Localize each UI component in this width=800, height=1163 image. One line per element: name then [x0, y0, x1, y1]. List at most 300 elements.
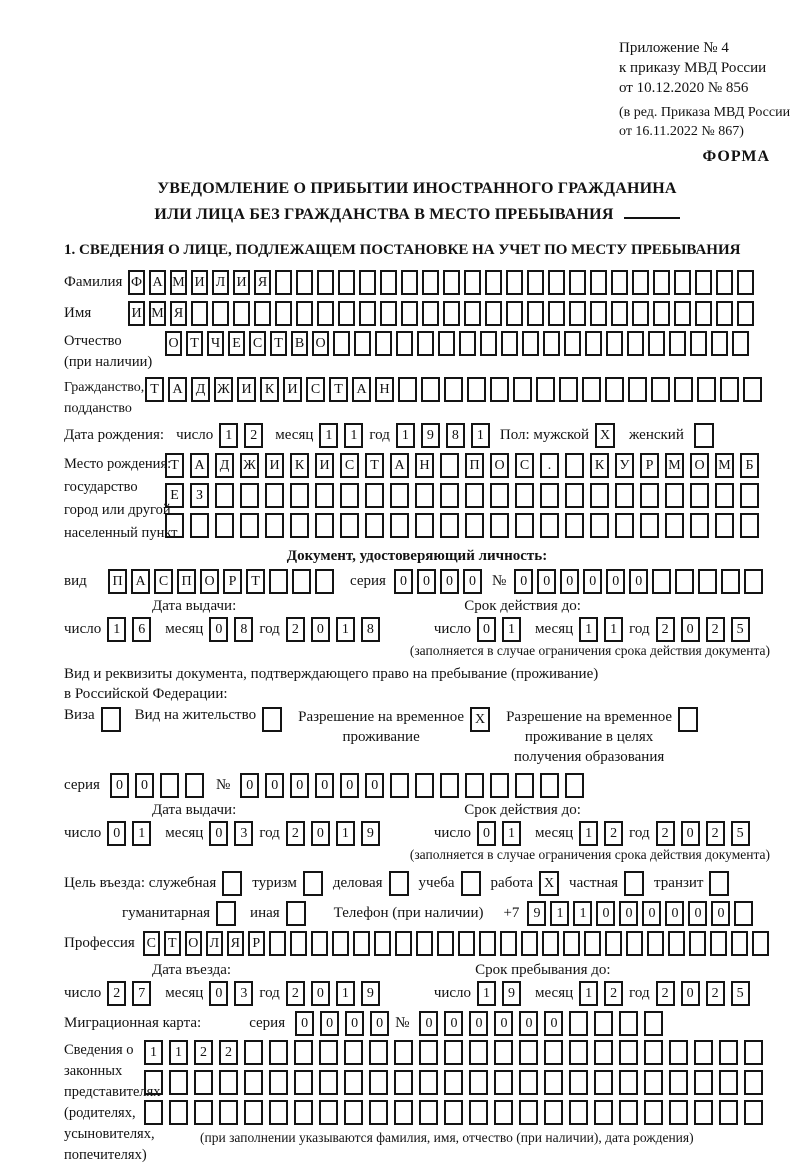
char-cell: Т: [164, 931, 181, 956]
char-cell: [459, 331, 476, 356]
char-cell: [365, 513, 384, 538]
char-cell: [444, 1100, 463, 1125]
char-cell: 1: [344, 423, 363, 448]
char-cell: Р: [640, 453, 659, 478]
char-cell: А: [131, 569, 150, 594]
char-cell: [697, 377, 716, 402]
char-cell: [233, 301, 250, 326]
phone-label: Телефон (при наличии): [333, 905, 484, 921]
char-cell: [644, 1070, 663, 1095]
char-cell: С: [515, 453, 534, 478]
char-cell: 0: [681, 981, 700, 1006]
char-cell: [674, 270, 691, 295]
birthdate-label: Дата рождения:: [64, 427, 165, 443]
purpose-business-checkbox: [389, 871, 409, 896]
char-cell: 8: [361, 617, 380, 642]
form-title-line2: ИЛИ ЛИЦА БЕЗ ГРАЖДАНСТВА В МЕСТО ПРЕБЫВАНИЯ: [154, 206, 614, 223]
char-cell: [380, 301, 397, 326]
char-cell: [695, 301, 712, 326]
char-cell: [500, 931, 517, 956]
char-cell: [485, 301, 502, 326]
char-cell: 0: [537, 569, 556, 594]
char-cell: [469, 1070, 488, 1095]
entry-date-label: Дата въезда:: [152, 962, 232, 978]
birthplace-label-line1: Место рождения:: [64, 456, 172, 472]
char-cell: 1: [169, 1040, 188, 1065]
char-cell: [144, 1100, 163, 1125]
char-cell: 0: [477, 617, 496, 642]
char-cell: 0: [209, 617, 228, 642]
residence-number-label: №: [215, 777, 231, 793]
doc-series-cells: [394, 569, 486, 594]
char-cell: [743, 377, 762, 402]
char-cell: 0: [110, 773, 129, 798]
month-label: месяц: [165, 985, 204, 1001]
birthdate-group: [176, 423, 496, 448]
temp-permit-label-line1: Разрешение на временное: [298, 709, 465, 725]
char-cell: 1: [219, 423, 238, 448]
char-cell: [490, 513, 509, 538]
char-cell: [522, 331, 539, 356]
char-cell: [419, 1040, 438, 1065]
char-cell: [619, 1070, 638, 1095]
char-cell: [359, 270, 376, 295]
char-cell: 0: [681, 617, 700, 642]
char-cell: [590, 270, 607, 295]
char-cell: [605, 377, 624, 402]
char-cell: И: [315, 453, 334, 478]
char-cell: 1: [144, 1040, 163, 1065]
char-cell: [674, 377, 693, 402]
representatives-label: [64, 1040, 161, 1163]
doc-issue-date-label: Дата выдачи:: [152, 598, 237, 614]
char-cell: [536, 377, 555, 402]
char-cell: 0: [440, 569, 459, 594]
char-cell: [490, 483, 509, 508]
char-cell: [690, 513, 709, 538]
stay-until-label: Срок пребывания до:: [475, 962, 611, 978]
char-cell: [565, 513, 584, 538]
char-cell: 5: [731, 821, 750, 846]
residence-issue-day-cells: [107, 821, 157, 846]
migration-card-row: [64, 1011, 770, 1036]
char-cell: О: [185, 931, 202, 956]
entry-year-cells: [286, 981, 386, 1006]
char-cell: [734, 901, 753, 926]
month-label: месяц: [165, 825, 204, 841]
char-cell: [212, 301, 229, 326]
char-cell: О: [490, 453, 509, 478]
visa-label: Виза: [64, 707, 95, 723]
char-cell: 2: [706, 821, 725, 846]
char-cell: Ф: [128, 270, 145, 295]
char-cell: [694, 1040, 713, 1065]
char-cell: М: [149, 301, 166, 326]
char-cell: [740, 513, 759, 538]
citizenship-label-line2: подданство: [64, 401, 132, 416]
char-cell: 2: [604, 981, 623, 1006]
forma-label: ФОРМА: [702, 148, 770, 165]
purpose-private-label: частная: [569, 875, 619, 891]
char-cell: [315, 483, 334, 508]
residence-issue-date-group: [64, 821, 386, 846]
month-label: месяц: [535, 825, 574, 841]
char-cell: [668, 931, 685, 956]
char-cell: [569, 1040, 588, 1065]
doc-issue-day-cells: [107, 617, 157, 642]
char-cell: [465, 773, 484, 798]
char-cell: 0: [320, 1011, 339, 1036]
char-cell: [721, 569, 740, 594]
char-cell: 2: [706, 617, 725, 642]
char-cell: Я: [227, 931, 244, 956]
char-cell: [490, 773, 509, 798]
char-cell: [648, 331, 665, 356]
residence-doc-line1: Вид и реквизиты документа, подтверждающего право на пребывание (проживание): [64, 666, 599, 682]
char-cell: 0: [419, 1011, 438, 1036]
entry-date-group: [64, 981, 386, 1006]
char-cell: [194, 1100, 213, 1125]
char-cell: [469, 1040, 488, 1065]
char-cell: [165, 513, 184, 538]
amendment-line: (в ред. Приказа МВД России: [619, 105, 791, 120]
char-cell: [319, 1100, 338, 1125]
char-cell: [737, 301, 754, 326]
char-cell: [396, 331, 413, 356]
char-cell: [652, 569, 671, 594]
char-cell: Т: [329, 377, 348, 402]
birthplace-cells-row1: [165, 453, 765, 478]
migration-number-cells: [419, 1011, 669, 1036]
temp-permit-label: [298, 707, 464, 747]
year-label: год: [259, 985, 280, 1001]
char-cell: [569, 301, 586, 326]
char-cell: [191, 301, 208, 326]
char-cell: О: [690, 453, 709, 478]
char-cell: Ж: [240, 453, 259, 478]
residence-valid-month-cells: [579, 821, 629, 846]
amendment-line: от 16.11.2022 № 867): [619, 124, 744, 139]
char-cell: [444, 377, 463, 402]
title-underline: [624, 217, 680, 219]
patronymic-label-line2: (при наличии): [64, 354, 153, 370]
char-cell: [464, 270, 481, 295]
char-cell: [344, 1100, 363, 1125]
char-cell: 1: [573, 901, 592, 926]
char-cell: [265, 513, 284, 538]
char-cell: 0: [209, 981, 228, 1006]
char-cell: [515, 513, 534, 538]
char-cell: [440, 773, 459, 798]
form-title: [64, 176, 770, 228]
day-label: число: [433, 825, 472, 841]
char-cell: [290, 483, 309, 508]
char-cell: [401, 301, 418, 326]
char-cell: [319, 1070, 338, 1095]
char-cell: С: [340, 453, 359, 478]
char-cell: [398, 377, 417, 402]
char-cell: [740, 483, 759, 508]
doc-valid-until-label: Срок действия до:: [464, 598, 581, 614]
name-cells: [128, 301, 758, 326]
char-cell: 1: [579, 981, 598, 1006]
char-cell: 0: [665, 901, 684, 926]
char-cell: [244, 1040, 263, 1065]
day-label: число: [433, 985, 472, 1001]
char-cell: О: [200, 569, 219, 594]
char-cell: [544, 1100, 563, 1125]
stay-year-cells: [656, 981, 756, 1006]
purpose-official-checkbox: [222, 871, 242, 896]
sex-male-label: Пол: мужской: [499, 427, 590, 443]
purpose-tourism-checkbox: [303, 871, 323, 896]
doc-issue-year-cells: [286, 617, 386, 642]
char-cell: П: [177, 569, 196, 594]
char-cell: 5: [731, 981, 750, 1006]
residence-issue-month-cells: [209, 821, 259, 846]
char-cell: [480, 331, 497, 356]
purpose-work-checkbox: X: [539, 871, 559, 896]
char-cell: 0: [444, 1011, 463, 1036]
char-cell: [540, 773, 559, 798]
char-cell: [594, 1040, 613, 1065]
char-cell: [653, 270, 670, 295]
char-cell: М: [665, 453, 684, 478]
char-cell: [640, 483, 659, 508]
char-cell: [438, 331, 455, 356]
doc-dates-row: [64, 617, 770, 642]
temp-permit-edu-label-line2: проживание в целях: [524, 729, 654, 745]
char-cell: 0: [681, 821, 700, 846]
char-cell: [294, 1100, 313, 1125]
char-cell: [519, 1040, 538, 1065]
char-cell: [380, 270, 397, 295]
char-cell: 1: [396, 423, 415, 448]
char-cell: 0: [688, 901, 707, 926]
residence-date-headers: [64, 802, 770, 819]
char-cell: [594, 1070, 613, 1095]
birthplace-label: [64, 453, 178, 545]
char-cell: 2: [656, 617, 675, 642]
char-cell: [353, 931, 370, 956]
char-cell: [698, 569, 717, 594]
purpose-official-label: Цель въезда: служебная: [64, 875, 217, 891]
birthplace-label-line2: государство: [64, 479, 138, 495]
char-cell: [627, 331, 644, 356]
char-cell: .: [540, 453, 559, 478]
char-cell: 0: [295, 1011, 314, 1036]
char-cell: 1: [604, 617, 623, 642]
char-cell: 8: [446, 423, 465, 448]
char-cell: 1: [502, 821, 521, 846]
char-cell: [296, 270, 313, 295]
char-cell: [296, 301, 313, 326]
temp-permit-edu-label: [506, 707, 672, 767]
birthplace-label-line3: город или другой: [64, 502, 171, 518]
temp-permit-label-line2: проживание: [342, 729, 420, 745]
char-cell: [394, 1040, 413, 1065]
char-cell: 2: [656, 981, 675, 1006]
char-cell: [219, 1100, 238, 1125]
visa-checkbox: [101, 707, 121, 732]
doc-type-row: [64, 569, 770, 594]
char-cell: 1: [471, 423, 490, 448]
purpose-row2: [122, 901, 770, 926]
char-cell: [290, 513, 309, 538]
char-cell: [626, 931, 643, 956]
entry-day-cells: [107, 981, 157, 1006]
char-cell: [715, 483, 734, 508]
char-cell: С: [249, 331, 266, 356]
citizenship-row: [64, 377, 770, 419]
doc-number-label: №: [491, 573, 507, 589]
residence-permit-checkbox: [262, 707, 282, 732]
char-cell: А: [352, 377, 371, 402]
birthdate-row: [64, 423, 770, 448]
year-label: год: [629, 825, 650, 841]
char-cell: И: [191, 270, 208, 295]
surname-label: Фамилия: [64, 274, 123, 290]
char-cell: [594, 1100, 613, 1125]
char-cell: [665, 483, 684, 508]
char-cell: 0: [394, 569, 413, 594]
surname-row: [64, 270, 770, 295]
char-cell: [494, 1070, 513, 1095]
profession-label: Профессия: [64, 935, 135, 951]
char-cell: [415, 773, 434, 798]
char-cell: Т: [165, 453, 184, 478]
char-cell: [590, 513, 609, 538]
char-cell: [269, 931, 286, 956]
char-cell: [494, 1040, 513, 1065]
char-cell: Е: [228, 331, 245, 356]
doc-valid-date-group: [434, 617, 756, 642]
doc-valid-year-cells: [656, 617, 756, 642]
char-cell: [437, 931, 454, 956]
char-cell: [559, 377, 578, 402]
temp-permit-checkbox: X: [470, 707, 490, 732]
char-cell: [215, 483, 234, 508]
char-cell: [315, 569, 334, 594]
char-cell: [417, 331, 434, 356]
char-cell: [569, 1100, 588, 1125]
stay-day-cells: [477, 981, 527, 1006]
char-cell: [590, 301, 607, 326]
birth-month-cells: [319, 423, 369, 448]
char-cell: 0: [583, 569, 602, 594]
char-cell: Р: [223, 569, 242, 594]
char-cell: 0: [514, 569, 533, 594]
residence-type-row: [64, 707, 770, 767]
char-cell: [615, 483, 634, 508]
char-cell: [294, 1040, 313, 1065]
char-cell: [374, 931, 391, 956]
residence-issue-year-cells: [286, 821, 386, 846]
char-cell: 0: [642, 901, 661, 926]
doc-issue-month-cells: [209, 617, 259, 642]
name-label: Имя: [64, 305, 92, 321]
birthplace-cells-row3: [165, 513, 765, 538]
char-cell: 0: [629, 569, 648, 594]
migration-series-label: серия: [249, 1015, 286, 1031]
form-title-line1: УВЕДОМЛЕНИЕ О ПРИБЫТИИ ИНОСТРАННОГО ГРАЖДАНИНА: [157, 180, 677, 197]
char-cell: [519, 1100, 538, 1125]
doc-issue-date-group: [64, 617, 386, 642]
char-cell: К: [590, 453, 609, 478]
name-row: [64, 301, 770, 326]
char-cell: [444, 1070, 463, 1095]
char-cell: [689, 931, 706, 956]
char-cell: [465, 483, 484, 508]
char-cell: [644, 1040, 663, 1065]
temp-permit-edu-label-line3: получения образования: [513, 749, 665, 765]
day-label: число: [64, 621, 102, 637]
char-cell: [394, 1070, 413, 1095]
char-cell: [611, 301, 628, 326]
char-cell: [594, 1011, 613, 1036]
char-cell: [644, 1011, 663, 1036]
char-cell: Л: [206, 931, 223, 956]
char-cell: 1: [336, 617, 355, 642]
char-cell: 0: [463, 569, 482, 594]
char-cell: [444, 1040, 463, 1065]
char-cell: [605, 931, 622, 956]
char-cell: [548, 270, 565, 295]
char-cell: К: [260, 377, 279, 402]
char-cell: [160, 773, 179, 798]
char-cell: [415, 483, 434, 508]
doc-valid-month-cells: [579, 617, 629, 642]
char-cell: С: [306, 377, 325, 402]
char-cell: 3: [234, 981, 253, 1006]
char-cell: И: [265, 453, 284, 478]
char-cell: [744, 1070, 763, 1095]
char-cell: [244, 1070, 263, 1095]
char-cell: [665, 513, 684, 538]
char-cell: [344, 1040, 363, 1065]
char-cell: 9: [361, 821, 380, 846]
char-cell: [469, 1100, 488, 1125]
char-cell: 0: [107, 821, 126, 846]
day-label: число: [64, 825, 102, 841]
char-cell: 0: [365, 773, 384, 798]
char-cell: [619, 1040, 638, 1065]
doc-series-label: серия: [350, 573, 386, 589]
char-cell: [194, 1070, 213, 1095]
year-label: год: [629, 985, 650, 1001]
representatives-cells-row2: [144, 1070, 769, 1095]
char-cell: [716, 301, 733, 326]
char-cell: [640, 513, 659, 538]
char-cell: [415, 513, 434, 538]
char-cell: А: [390, 453, 409, 478]
day-label: число: [433, 621, 472, 637]
char-cell: Т: [365, 453, 384, 478]
birthplace-cells-row2: [165, 483, 765, 508]
char-cell: [422, 270, 439, 295]
char-cell: [494, 1100, 513, 1125]
char-cell: И: [237, 377, 256, 402]
char-cell: 1: [319, 423, 338, 448]
char-cell: Р: [248, 931, 265, 956]
char-cell: [715, 513, 734, 538]
residence-permit-label: Вид на жительство: [134, 707, 257, 723]
char-cell: [490, 377, 509, 402]
char-cell: 1: [336, 821, 355, 846]
char-cell: [443, 270, 460, 295]
char-cell: [710, 931, 727, 956]
char-cell: [419, 1070, 438, 1095]
